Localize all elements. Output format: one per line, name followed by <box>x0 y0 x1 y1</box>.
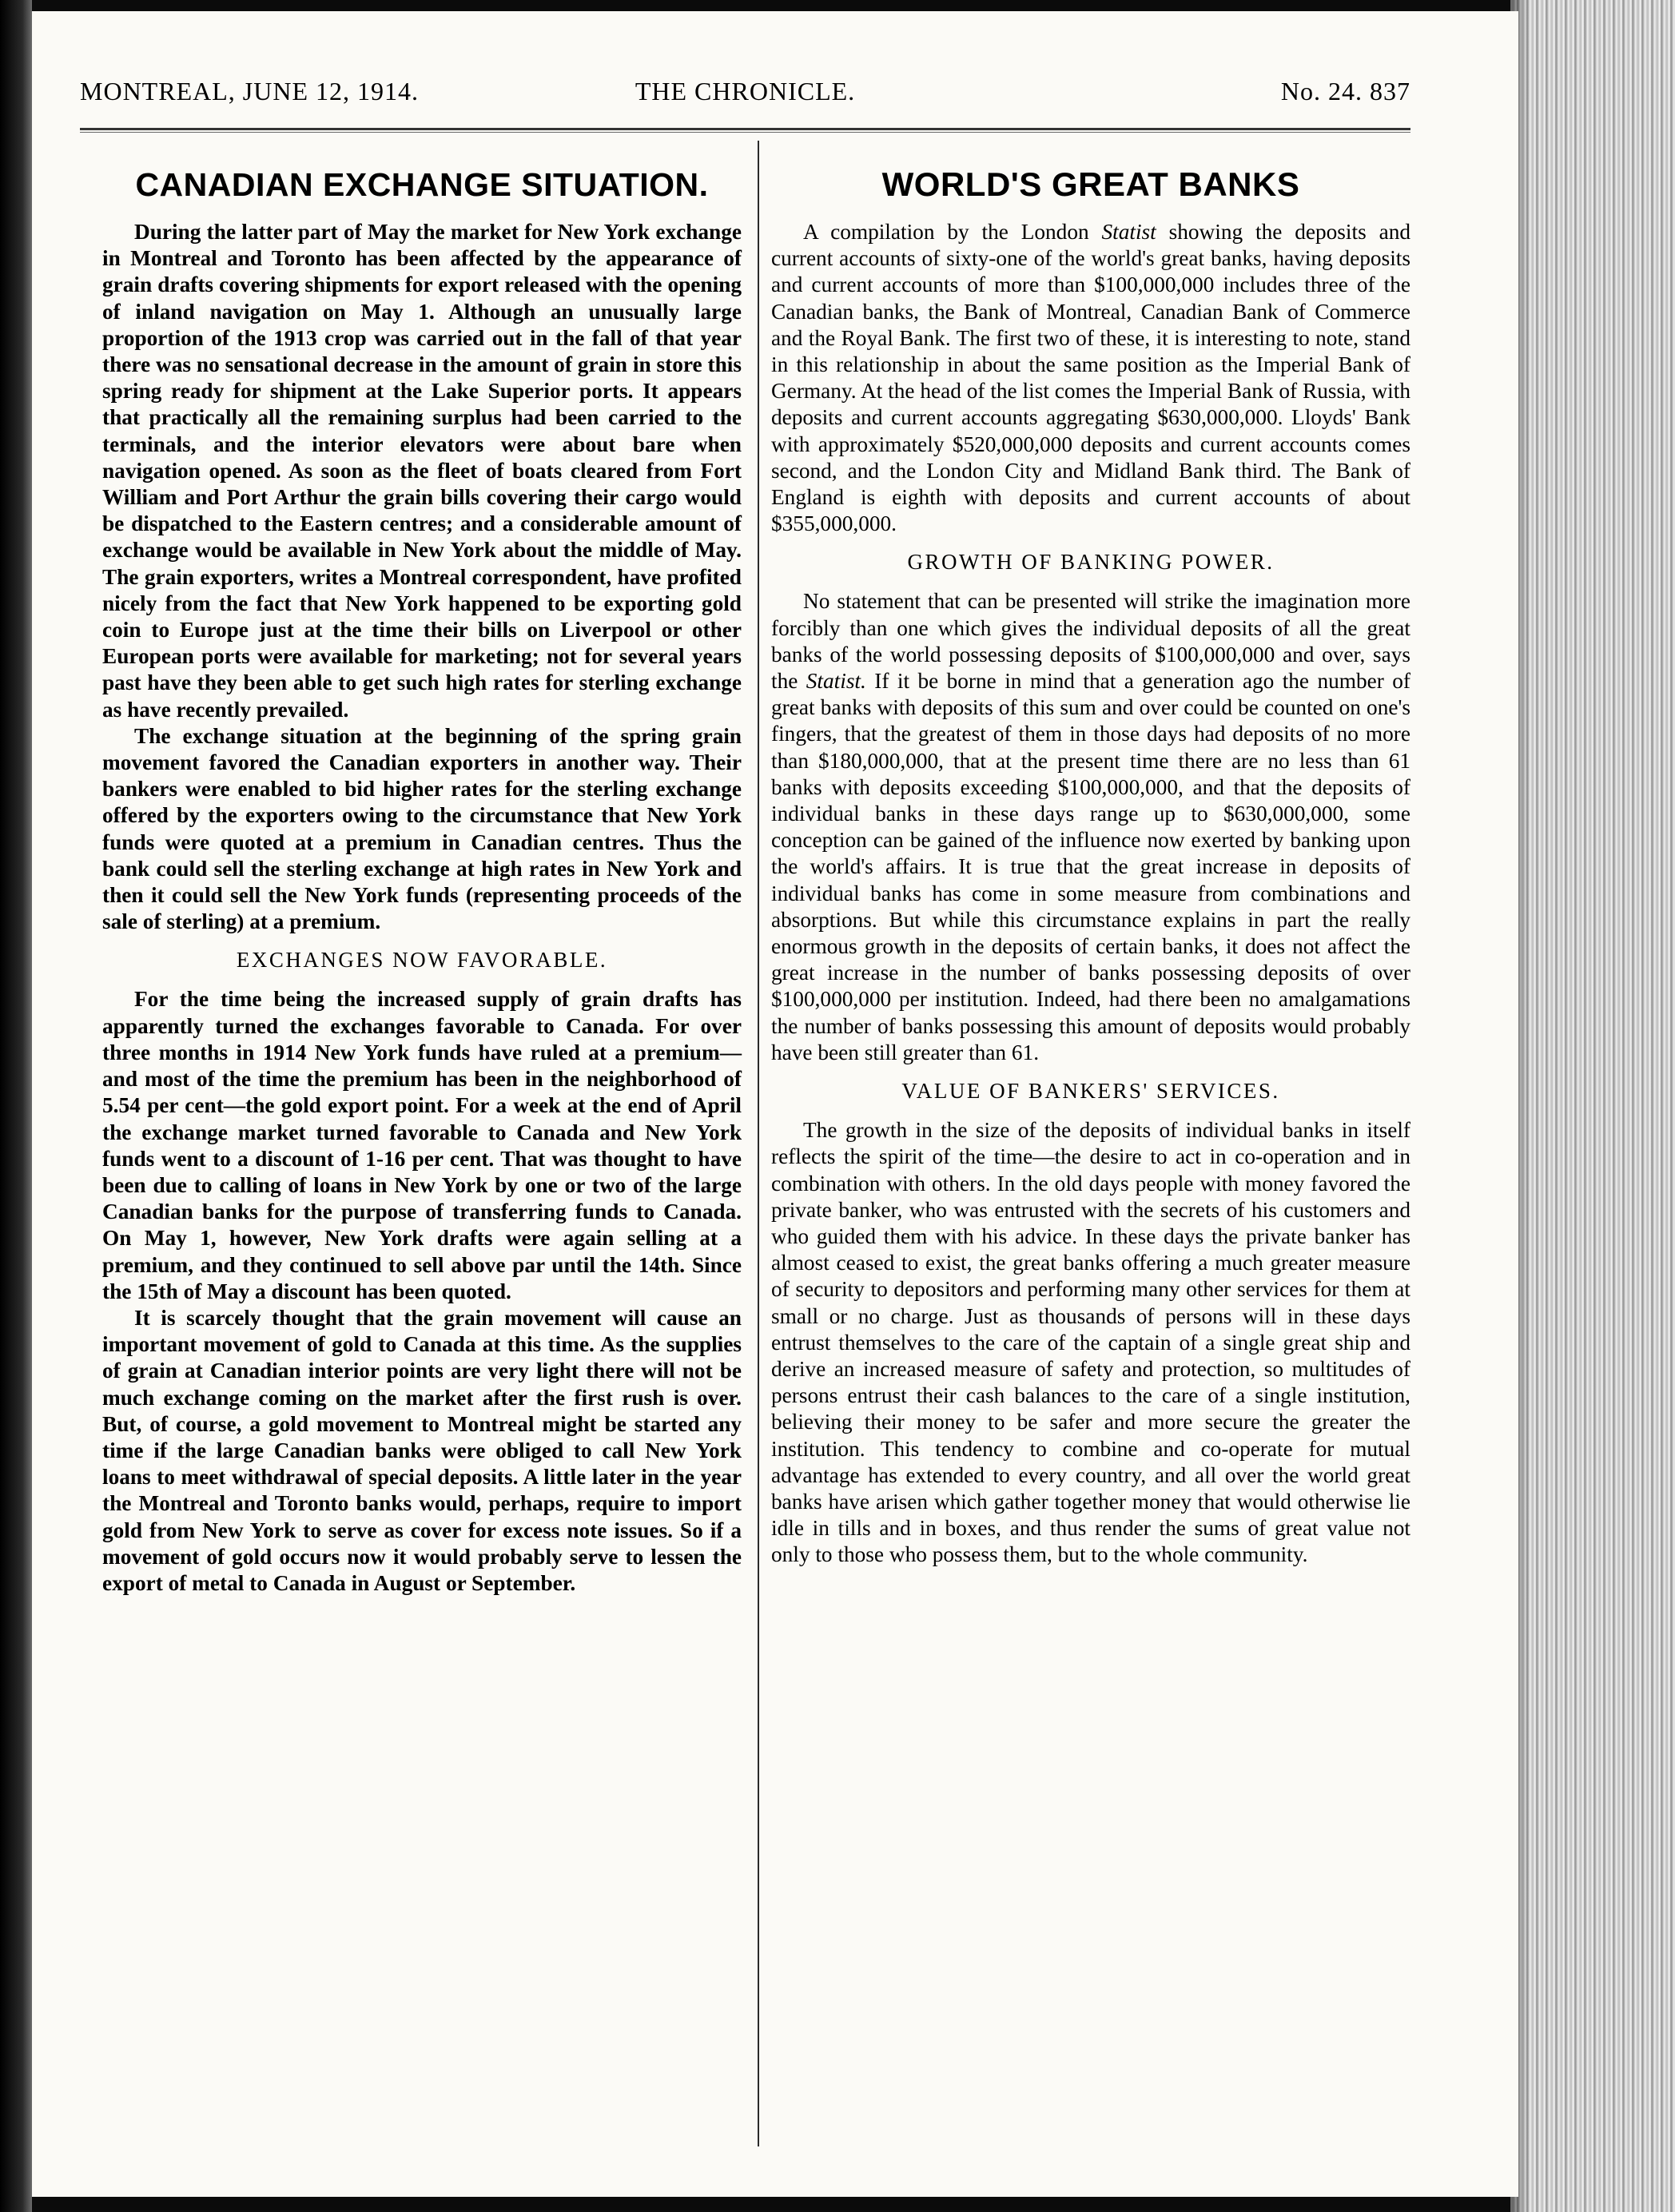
left-column <box>102 166 742 1597</box>
book-spine-shadow <box>0 0 32 2212</box>
article-paragraph: It is scarcely thought that the grain movement will cause an important movement of gold to Canada at this time. As the supplies of grain at Canadian interior points are very light there will not be much exchange coming on the market after the first rush is over. But, of course, a gold movement to Montreal might be started any time if the large Canadian banks were obliged to call New York loans to meet withdrawal of special deposits. A little later in the year the Montreal and Toronto banks would, perhaps, require to import gold from New York to serve as cover for excess note issues. So if a movement of gold occurs now it would probably serve to lessen the export of metal to Canada in August or September. <box>102 1305 742 1595</box>
text-run: A compilation by the London <box>803 220 1102 244</box>
column-divider <box>758 141 759 2146</box>
text-run: If it be borne in mind that a generation ago the number of great banks with deposits of this sum and over could be counted on one's fingers, that the greatest of them in those days had deposits of no more than $180,000,000, that at the present time there are no less than 61 banks with deposits exceeding $100,000,000, and that the deposits of individual banks in these days range up to $630,000,000, some conception can be gained of the influence now exerted by banking upon the world's affairs. It is true that the great increase in deposits of individual banks has come in some measure from combinations and absorptions. But while this circumstance explains in part the really enormous growth in the deposits of certain banks, it does not affect the great increase in the number of banks possessing deposits of over $100,000,000 per institution. Indeed, had there been no amalgamations the number of banks possessing this amount of deposits would probably have been still greater than 61. <box>771 669 1410 1064</box>
section-subhead: GROWTH OF BANKING POWER. <box>907 550 1275 575</box>
right-column <box>771 166 1410 1569</box>
article-paragraph: For the time being the increased supply of grain drafts has apparently turned the exchanges favorable to Canada. For over three months in 1914 New York funds have ruled at a premium—and most of the time the premium has been in the neighborhood of 5.54 per cent—the gold export point. For a week at the end of April the exchange market turned favorable to Canada and New York funds went to a discount of 1-16 per cent. That was thought to have been due to calling of loans in New York by one or two of the large Canadian banks for the purpose of transferring funds to Canada. On May 1, however, New York drafts were again selling at a premium, and they continued to sell above par until the 14th. Since the 15th of May a discount has been quoted. <box>102 987 742 1303</box>
section-subhead: VALUE OF BANKERS' SERVICES. <box>901 1079 1280 1104</box>
publication-name: Statist <box>1101 220 1156 244</box>
article-title-banks: WORLD'S GREAT BANKS <box>881 165 1300 203</box>
section-subhead: EXCHANGES NOW FAVORABLE. <box>236 948 608 973</box>
text-run: No statement that can be presented will strike the imagination more forcibly than one which gives the individual deposits of all the great banks of the world possessing deposits of $100,000,000 and over, says the <box>771 589 1410 694</box>
journal-title: THE CHRONICLE. <box>635 77 856 105</box>
article-paragraph: During the latter part of May the market for New York exchange in Montreal and Toronto has been affected by the appearance of grain drafts covering shipments for export released with the opening of inland navigation on May 1. Although an unusually large proportion of the 1913 crop was carried out in the fall of that year there was no sensational decrease in the amount of grain in store this spring ready for shipment at the Lake Superior ports. It appears that practically all the remaining surplus had been carried to the terminals, and the interior elevators were about bare when navigation opened. As soon as the fleet of boats cleared from Fort William and Port Arthur the grain bills covering their cargo would be dispatched to the Eastern centres; and a considerable amount of exchange would be available in New York about the middle of May. The grain exporters, writes a Montreal correspondent, have profited nicely from the fact that New York happened to be exporting gold coin to Europe just at the time their bills on Liverpool or other European ports were available for marketing; not for several years past have they been able to get such high rates for sterling exchange as have recently prevailed. <box>102 220 742 722</box>
page-number: No. 24. 837 <box>1280 77 1410 105</box>
running-header <box>80 77 1410 117</box>
dateline: MONTREAL, JUNE 12, 1914. <box>80 77 419 105</box>
article-paragraph: The growth in the size of the deposits of individual banks in itself reflects the spirit of the time—the desire to act in co-operation and in combination with others. In the old days people with money favored the private banker, who was entrusted with the secrets of his customers and who guided them with his advice. In these days the private banker has almost ceased to exist, the great banks offering a much greater measure of security to depositors and performing many other services for them at small or no charge. Just as thousands of persons will in these days entrust themselves to the care of the captain of a single great ship and derive an increased measure of safety and protection, so multitudes of persons entrust their cash balances to the care of a single institution, believing their money to be safer and more secure the greater the institution. This tendency to combine and co-operate for mutual advantage has extended to every country, and all over the world great banks have arisen which gather together money that would otherwise lie idle in tills and in boxes, and thus render the sums of great value not only to those who possess them, but to the whole community. <box>771 1118 1410 1567</box>
article-paragraph <box>771 588 1410 1066</box>
text-run: showing the deposits and current accounts of sixty-one of the world's great banks, having deposits and current accounts of more than $100,000,000 includes three of the Canadian banks, the Bank of Montreal, Canadian Bank of Commerce and the Royal Bank. The first two of these, it is interesting to note, stand in this relationship in about the same position as the Imperial Bank of Germany. At the head of the list comes the Imperial Bank of Russia, with deposits and current accounts aggregating $630,000,000. Lloyds' Bank with approximately $520,000,000 deposits and current accounts comes second, and the London City and Midland Bank third. The Bank of England is eighth with deposits and current accounts of about $355,000,000. <box>771 220 1410 536</box>
article-paragraph <box>771 219 1410 537</box>
page-edges <box>1510 0 1675 2212</box>
publication-name: Statist. <box>806 669 866 694</box>
article-title-exchange: CANADIAN EXCHANGE SITUATION. <box>135 166 709 203</box>
article-paragraph: The exchange situation at the beginning of the spring grain movement favored the Canadian exporters in another way. Their bankers were enabled to bid higher rates for the sterling exchange offered by the exporters owing to the circumstance that New York funds were quoted at a premium in Canadian centres. Thus the bank could sell the sterling exchange at high rates in New York and then it could sell the New York funds (representing proceeds of the sale of sterling) at a premium. <box>102 723 742 934</box>
header-rule <box>80 128 1410 133</box>
